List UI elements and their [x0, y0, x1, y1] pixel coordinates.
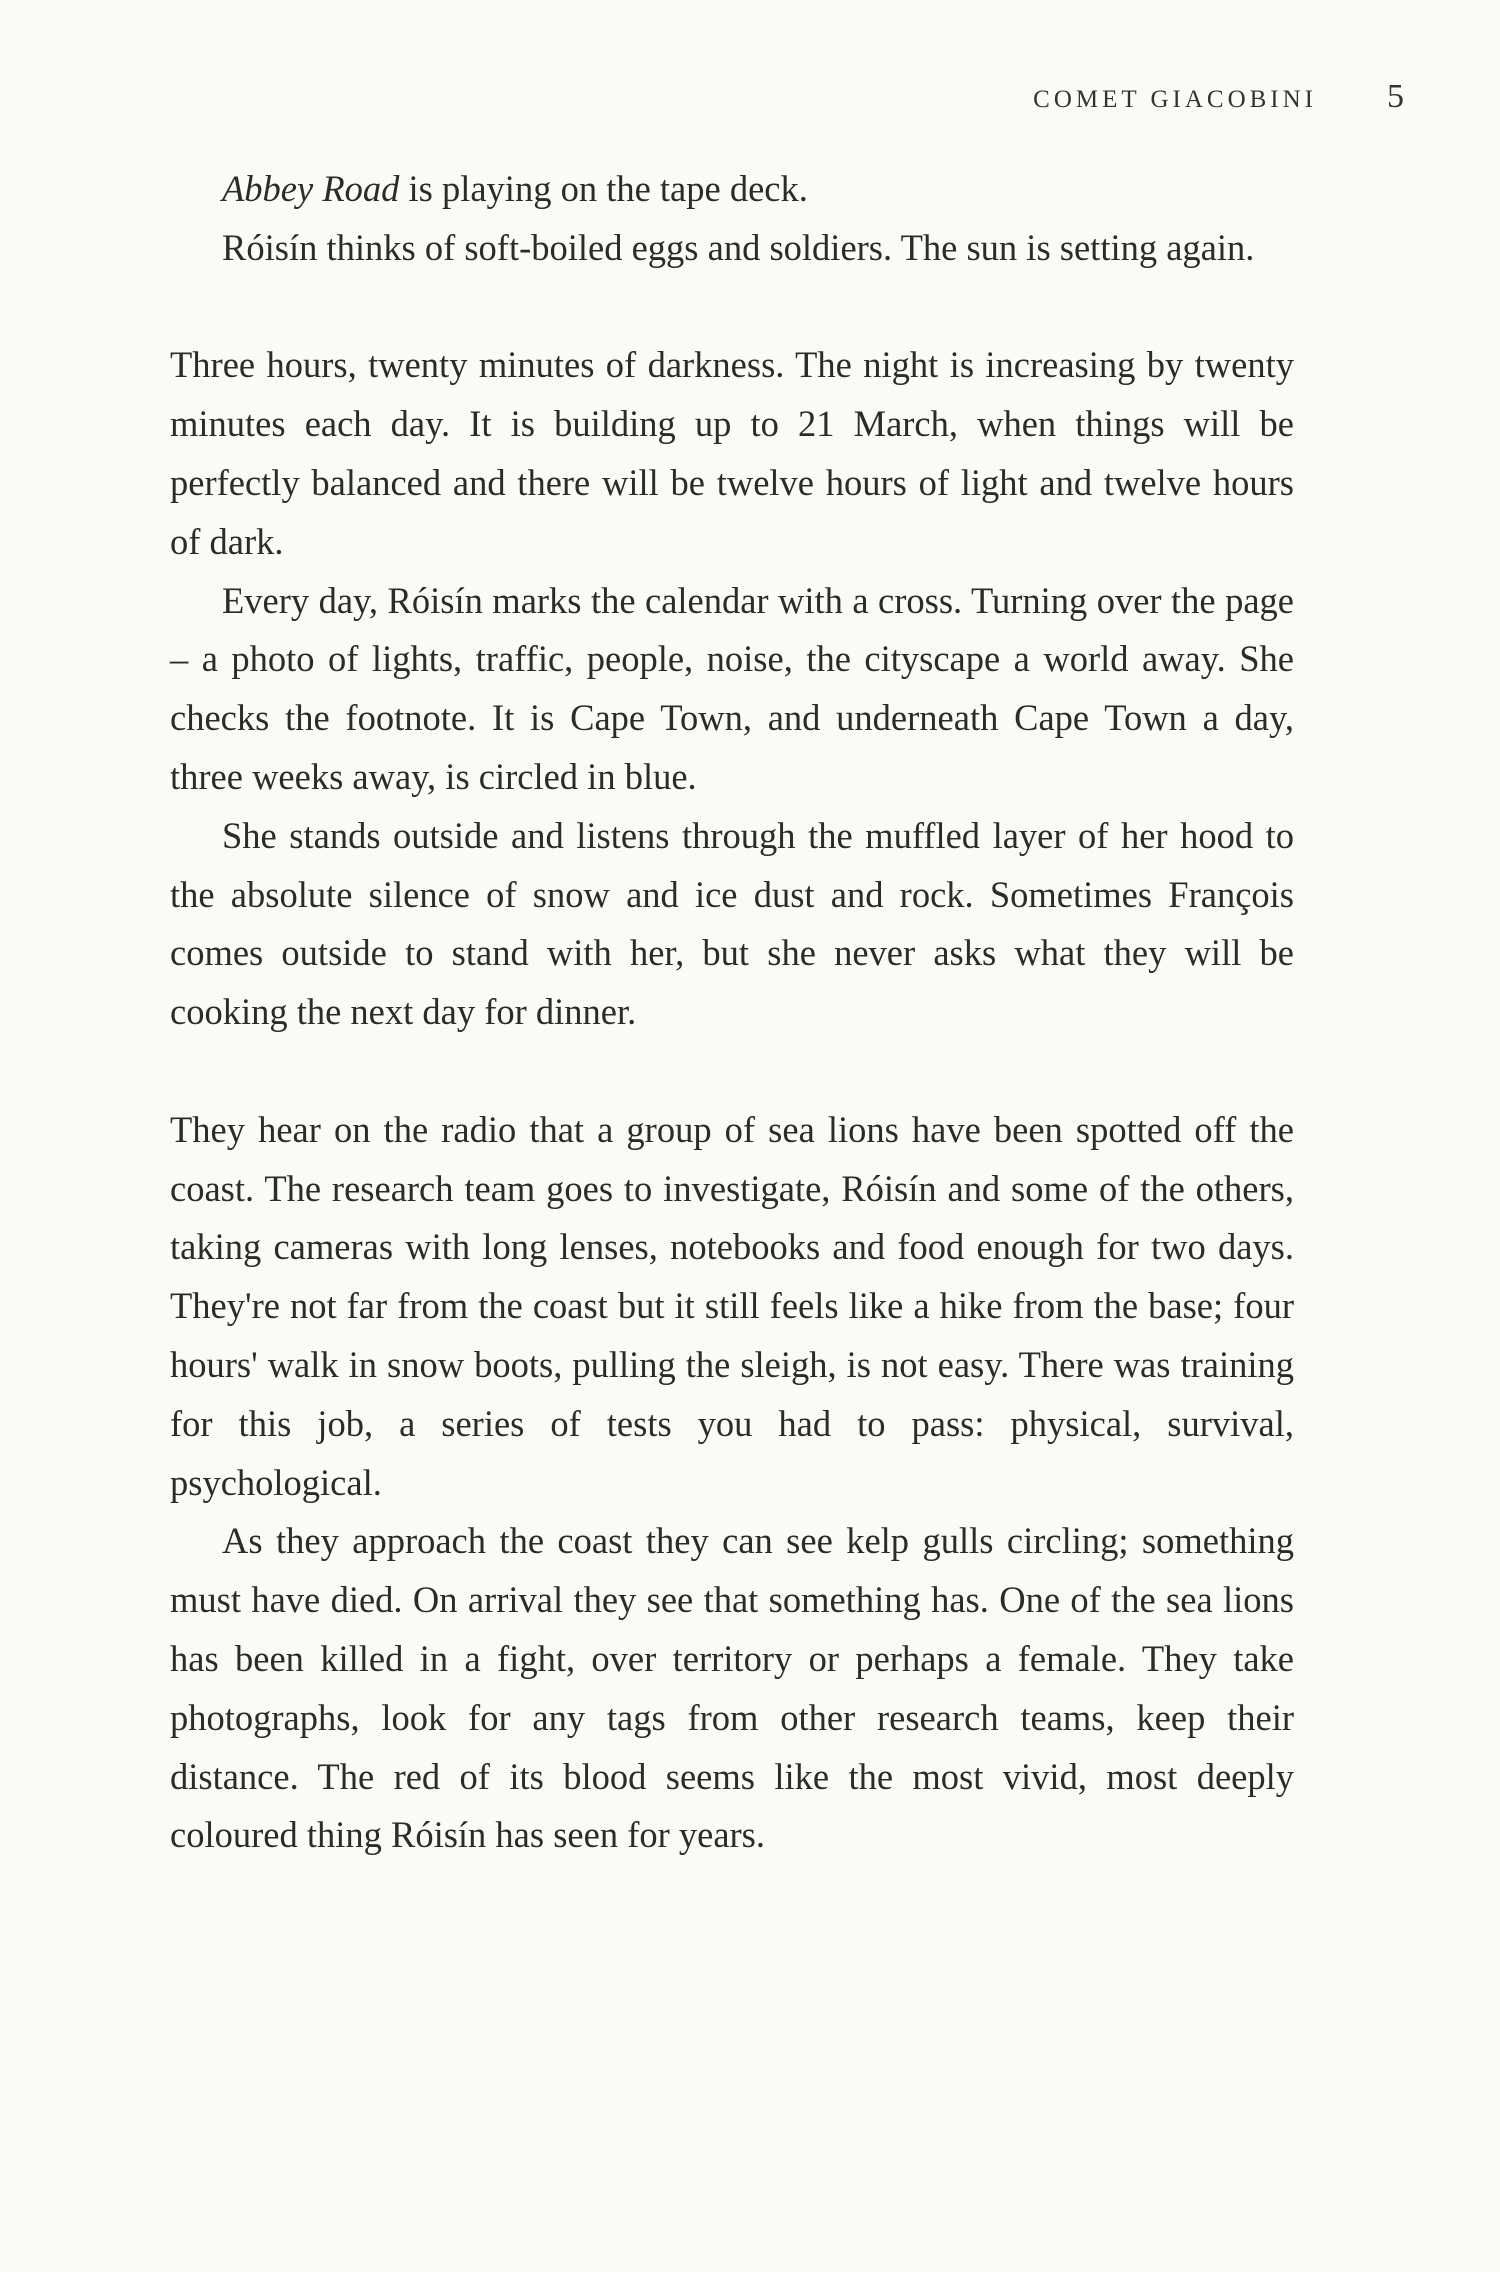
paragraph-4: Every day, Róisín marks the calendar with a cross. Turning over the page – a photo of lights, traffic, people, noise, the cityscape a world away. She checks the footnote. It is Cape Town, and underneath Cape Town a day, three weeks away, is circled in blue.: [170, 579, 1294, 797]
paragraph-6: They hear on the radio that a group of sea lions have been spotted off the coast. The research team goes to investigate, Róisín and some of the others, taking cameras with long lenses, notebooks and food enough for two days. They're not far from the coast but it still feels like a hike from the base; four hours' walk in snow boots, pulling the sleigh, is not easy. There was training for this job, a series of tests you had to pass: physical, survival, psychological.: [170, 1108, 1294, 1503]
paragraph-1-text: is playing on the tape deck.: [399, 168, 808, 209]
paragraph-3: Three hours, twenty minutes of darkness. The night is increasing by twenty minutes each day. It is building up to 21 March, when things will be perfectly balanced and there will be twelve hours of light and twelve hours of dark.: [170, 344, 1294, 562]
running-head: [1033, 78, 1404, 116]
paragraph-7: As they approach the coast they can see kelp gulls circling; something must have died. On arrival they see that something has. One of the sea lions has been killed in a fight, over territory or perhaps a female. They take photographs, look for any tags from other research teams, keep their distance. The red of its blood seems like the most vivid, most deeply coloured thing Róisín has seen for years.: [170, 1520, 1294, 1856]
page-number: 5: [1387, 78, 1404, 115]
body-text: [170, 160, 1294, 1865]
book-title-italic: Abbey Road: [222, 168, 400, 209]
paragraph-2: Róisín thinks of soft-boiled eggs and soldiers. The sun is setting again.: [222, 226, 1255, 268]
paragraph-1: [170, 160, 1294, 219]
paragraph-5: She stands outside and listens through the muffled layer of her hood to the absolute silence of snow and ice dust and rock. Sometimes François comes outside to stand with her, but she never asks what they will be cooking the next day for dinner.: [170, 814, 1294, 1033]
running-title: COMET GIACOBINI: [1033, 86, 1317, 113]
